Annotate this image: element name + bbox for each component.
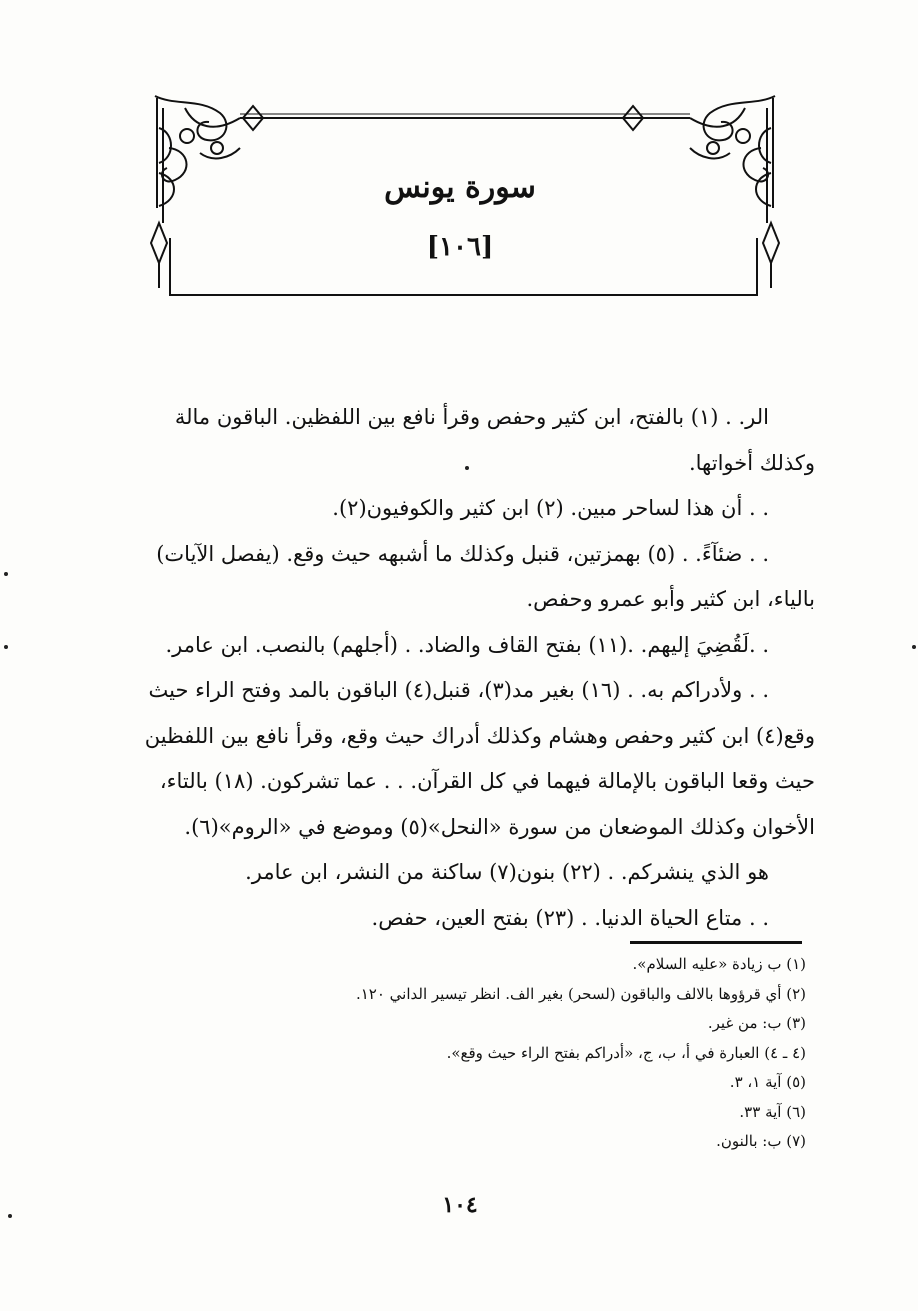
footnote: (٦) آية ٣٣. xyxy=(739,1102,806,1121)
text-line: الأخوان وكذلك الموضعان من سورة «النحل»(٥) وموضع في «الروم»(٦). xyxy=(184,814,815,839)
text-line: وقع(٤) ابن كثير وحفص وهشام وكذلك أدراك حيث وقع، وقرأ نافع بين اللفظين xyxy=(144,723,815,748)
text-line: حيث وقعا الباقون بالإمالة فيهما في كل القرآن. . . عما تشركون. (١٨) بالتاء، xyxy=(159,769,815,793)
surah-number: [١٠٦] xyxy=(426,232,494,262)
footnote: (١) ب زيادة «عليه السلام». xyxy=(632,955,806,973)
scan-speck xyxy=(4,645,8,649)
text-line: . . متاع الحياة الدنيا. . (٢٣) بفتح العين، حفص. xyxy=(371,905,769,930)
footnotes xyxy=(200,950,806,1157)
scan-speck xyxy=(465,466,469,470)
footnote: (٧) ب: بالنون. xyxy=(716,1132,806,1150)
scan-speck xyxy=(912,645,916,649)
scan-speck xyxy=(4,572,8,576)
text-line: . . أن هذا لساحر مبين. (٢) ابن كثير والكوفيون(٢). xyxy=(332,496,769,520)
scan-speck xyxy=(8,1214,12,1218)
footnote: (٢) أي قرؤوها بالالف والباقون (لسحر) بغير الف. انظر تيسير الداني ١٢٠. xyxy=(355,984,806,1003)
text-line: . . ضئآءً. . (٥) بهمزتين، قنبل وكذلك ما أشبهه حيث وقع. (يفصل الآيات) xyxy=(156,541,769,566)
text-line: وكذلك أخواتها. xyxy=(688,450,815,475)
text-line: بالياء، ابن كثير وأبو عمرو وحفص. xyxy=(526,587,815,611)
page-number: ١٠٤ xyxy=(442,1192,478,1218)
footnote: (٥) آية ١، ٣. xyxy=(729,1073,806,1091)
footnote-rule xyxy=(630,941,802,944)
text-line: . . ولأدراكم به. . (١٦) بغير مد(٣)، قنبل(٤) الباقون بالمد وفتح الراء حيث xyxy=(148,678,769,702)
surah-title: سورة يونس xyxy=(384,170,536,205)
text-line: هو الذي ينشركم. . (٢٢) بنون(٧) ساكنة من النشر، ابن عامر. xyxy=(245,860,769,884)
body-text xyxy=(108,395,815,941)
footnote: (٤ ـ ٤) العبارة في أ، ب، ج، «أدراكم بفتح الراء حيث وقع». xyxy=(446,1043,806,1062)
text-line: الر. . (١) بالفتح، ابن كثير وحفص وقرأ نافع بين اللفظين. الباقون مالة xyxy=(174,405,769,429)
text-line: . .لَقُضِيَ إليهم. .(١١) بفتح القاف والضاد. . (أجلهم) بالنصب. ابن عامر. xyxy=(165,632,769,657)
footnote: (٣) ب: من غير. xyxy=(707,1014,806,1032)
